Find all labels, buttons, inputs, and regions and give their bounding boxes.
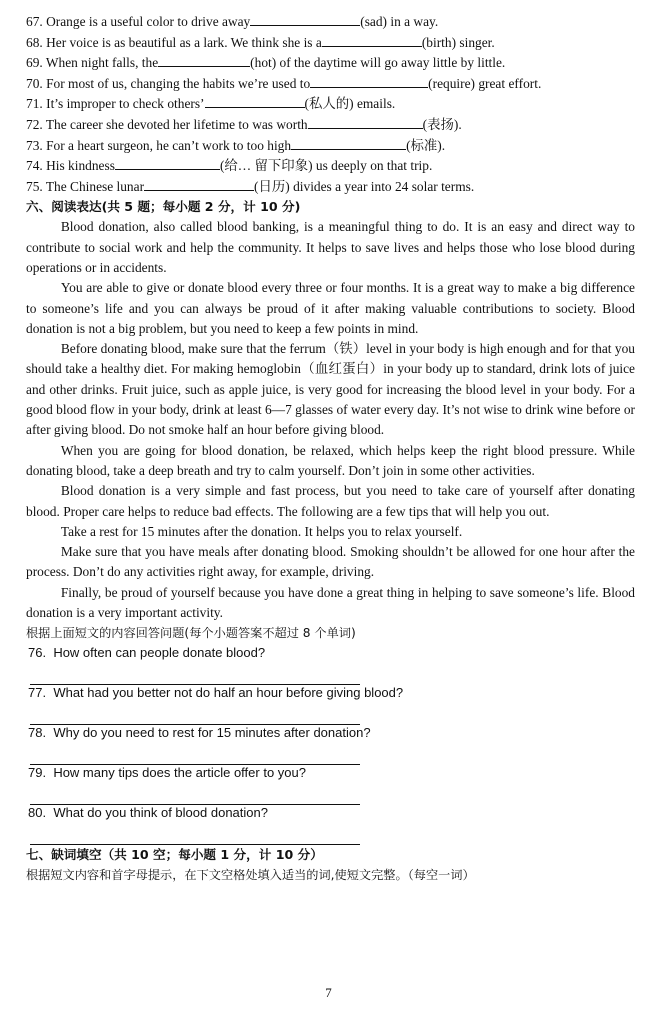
question-number: 69. — [26, 55, 43, 71]
fill-in-section — [26, 12, 635, 197]
question-number: 71. — [26, 96, 43, 112]
passage-paragraph: Blood donation, also called blood banking, is a meaningful thing to do. It is an easy and direct way to contribute to social work and help the community. It helps to save lives and helps those who lose blood during operations or in accidents. — [26, 219, 635, 275]
question-row — [26, 33, 635, 54]
question-number: 68. — [26, 34, 43, 50]
question-row — [26, 94, 635, 115]
question-text: It’s improper to check others’ — [46, 96, 205, 112]
question-hint: (给… 留下印象) us deeply on that trip. — [219, 158, 433, 174]
answer-blank[interactable] — [322, 33, 422, 47]
page-number: 7 — [325, 985, 332, 1000]
question-number: 74. — [26, 158, 43, 174]
question-item — [26, 643, 635, 683]
section-7-heading: 七、缺词填空（共 10 空；每小题 1 分，计 10 分） — [26, 847, 323, 863]
question-item — [26, 763, 635, 803]
question-row — [26, 74, 635, 95]
question-hint: (私人的) emails. — [304, 96, 396, 112]
question-row — [26, 12, 635, 33]
question-number: 75. — [26, 178, 43, 194]
answer-blank[interactable] — [158, 53, 250, 67]
question-row — [26, 136, 635, 157]
question-number: 72. — [26, 116, 43, 132]
passage-paragraph: Finally, be proud of yourself because you have done a great thing in helping to save someone’s life. Blood donation is a very important activity. — [26, 584, 635, 620]
question-text: When night falls, the — [45, 55, 159, 71]
question-hint: (表扬). — [422, 116, 462, 132]
passage-paragraph: Take a rest for 15 minutes after the donation. It helps you to relax yourself. — [60, 523, 463, 539]
question-hint: (require) great effort. — [428, 75, 542, 91]
passage-paragraph: Make sure that you have meals after donating blood. Smoking shouldn’t be allowed for one hour after the process. Don’t do any activities right away, for example, driving. — [26, 544, 635, 580]
answer-blank[interactable] — [250, 12, 360, 26]
question-item — [26, 803, 635, 843]
question-row — [26, 115, 635, 136]
answer-blank[interactable] — [205, 94, 305, 108]
question-text: The career she devoted her lifetime to was worth — [45, 116, 308, 132]
questions-list — [26, 643, 635, 843]
question-text: For a heart surgeon, he can’t work to too high — [46, 137, 292, 153]
question-79: 79. How many tips does the article offer to you? — [28, 765, 306, 781]
question-80: 80. What do you think of blood donation? — [28, 805, 268, 821]
question-hint: (hot) of the daytime will go away little by little. — [250, 55, 506, 71]
section-7-instruction: 根据短文内容和首字母提示，在下文空格处填入适当的词,使短文完整。（每空一词） — [26, 868, 475, 883]
question-77: 77. What had you better not do half an hour before giving blood? — [28, 685, 404, 701]
section-6-heading: 六、阅读表达(共 5 题；每小题 2 分，计 10 分) — [26, 199, 301, 215]
question-text: His kindness — [46, 158, 115, 174]
question-number: 67. — [26, 14, 43, 29]
passage-paragraph: You are able to give or donate blood every three or four months. It is a great way to make a big difference to someone’s life and you can always be proud of it after making valuable contributions to society. Blood donation is not a big problem, but you need to keep a few points in mind. — [26, 280, 635, 336]
answer-blank[interactable] — [308, 115, 423, 129]
question-78: 78. Why do you need to rest for 15 minutes after donation? — [28, 725, 371, 741]
question-76: 76. How often can people donate blood? — [28, 645, 266, 661]
question-number: 70. — [26, 75, 43, 91]
question-hint: (birth) singer. — [421, 34, 495, 50]
question-text: The Chinese lunar — [45, 178, 145, 194]
question-row — [26, 177, 635, 198]
answer-blank[interactable] — [144, 177, 254, 191]
reading-passage — [26, 217, 635, 623]
passage-paragraph: Blood donation is a very simple and fast process, but you need to take care of yourself after donating blood. Proper care helps to reduce bad effects. The following are a few tips that will help you out. — [26, 483, 635, 519]
question-item — [26, 723, 635, 763]
passage-paragraph: Before donating blood, make sure that the ferrum（铁）level in your body is high enough and for that you should take a healthy diet. For making hemoglobin（血红蛋白）in your body up to standard, drink lots of juice and other drinks. Fruit juice, such as apple juice, is very good for increasing the blood level in your body. For a good blood flow in your body, drink at least 6—7 glasses of water every day. It’s not wise to drink wine before or after giving blood. Do not smoke half an hour before giving blood. — [26, 341, 635, 438]
question-hint: (标准). — [406, 137, 446, 153]
question-item — [26, 683, 635, 723]
question-hint: (sad) in a way. — [360, 14, 439, 29]
question-text: Her voice is as beautiful as a lark. We think she is a — [46, 34, 322, 50]
question-row — [26, 53, 635, 74]
question-row — [26, 156, 635, 177]
passage-paragraph: When you are going for blood donation, be relaxed, which helps keep the right blood pressure. While donating blood, take a deep breath and try to calm yourself. Don’t join in some other activities. — [26, 442, 635, 478]
question-hint: (日历) divides a year into 24 solar terms. — [254, 178, 475, 194]
section-6-instruction: 根据上面短文的内容回答问题(每个小题答案不超过 8 个单词) — [26, 626, 356, 641]
answer-blank[interactable] — [310, 74, 428, 88]
question-text: For most of us, changing the habits we’re used to — [46, 75, 311, 91]
answer-blank[interactable] — [291, 136, 406, 150]
answer-blank[interactable] — [115, 156, 220, 170]
question-number: 73. — [26, 137, 43, 153]
question-text: Orange is a useful color to drive away — [46, 14, 251, 29]
